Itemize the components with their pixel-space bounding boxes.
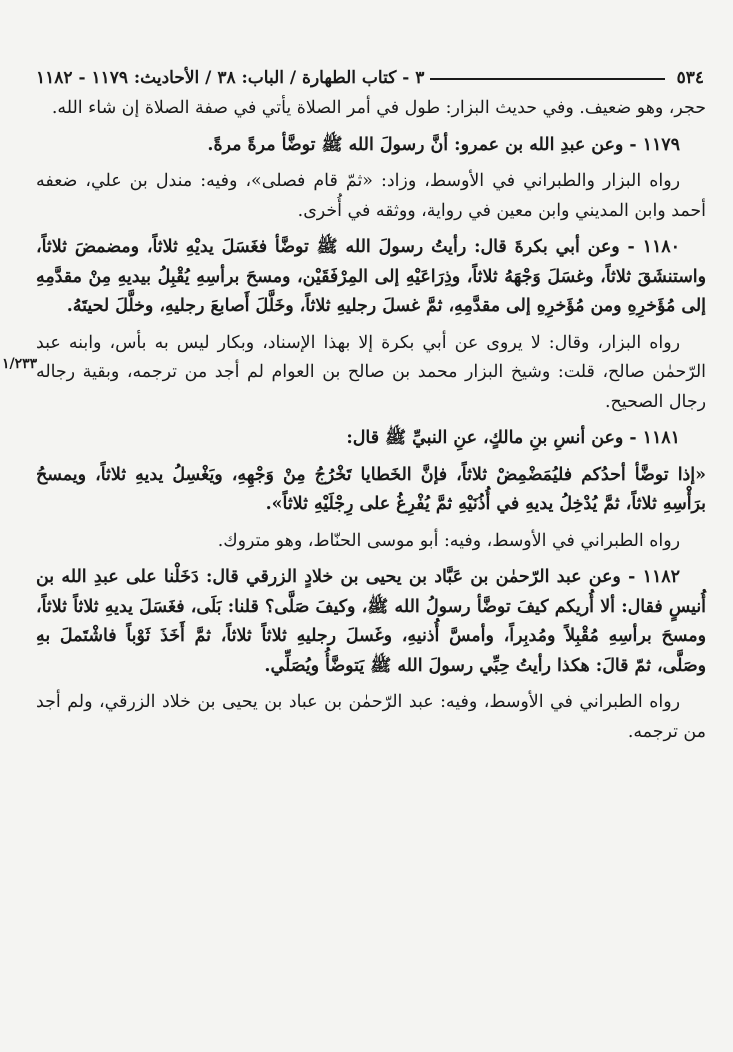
- commentary-1179: [36, 167, 706, 226]
- commentary-text: رواه البزار والطبراني في الأوسط، وزاد: «ثمّ قام فصلى»، وفيه: مندل بن علي، ضعفه أحمد وابن المديني وابن معين في رواية، ووثقه في أُخرى.: [36, 171, 706, 221]
- hadith-1181: [36, 424, 706, 454]
- page-body: [36, 94, 706, 754]
- hadith-number: ١١٧٩: [642, 134, 680, 155]
- paragraph-continuation: [36, 94, 706, 124]
- page-number: ٥٣٤: [676, 68, 704, 88]
- hadith-1182: [36, 563, 706, 681]
- hadith-1180: [36, 233, 706, 322]
- margin-volume-page-note: ١/٢٣٣: [2, 356, 38, 372]
- hadith-text: - وعن أنسِ بنِ مالكٍ، عنِ النبيِّ ﷺ قال:: [346, 428, 643, 448]
- running-title: ٣ - كتاب الطهارة / الباب: ٣٨ / الأحاديث: ١١٧٩ - ١١٨٢: [36, 68, 425, 88]
- commentary-1182: [36, 688, 706, 747]
- commentary-text: رواه الطبراني في الأوسط، وفيه: أبو موسى الحنّاط، وهو متروك.: [217, 530, 680, 551]
- hadith-number: ١١٨١: [642, 428, 680, 448]
- hadith-text: - وعن أبي بكرةَ قال: رأيتُ رسولَ الله ﷺ توضَّأ فغَسَلَ يديْهِ ثلاثاً، ومضمضَ ثلاثاً، واستنشَقَ ثلاثاً، وغسَلَ وَجْهَهُ ثلاثاً، وذِرَاعَيْهِ إلى المِرْفَقَيْن، ومسحَ برأسِهِ يُقْبِلُ بيديهِ مِنْ مقدَّمِهِ إلى مُؤَخرِهِ ومن مُؤَخرِهِ إلى مقدَّمِهِ، ثمَّ غسلَ رجليهِ ثلاثاً، وخَلَّلَ أَصابعَ رجليهِ، وخلَّلَ لحيتَهُ.: [36, 237, 706, 316]
- hadith-text: - وعن عبدِ الله بن عمرو: أنَّ رسولَ الله ﷺ توضَّأ مرةً مرةً.: [207, 134, 643, 155]
- running-header: [36, 58, 704, 88]
- paragraph-text: حجر، وهو ضعيف. وفي حديث البزار: طول في أمر الصلاة يأتي في صفة الصلاة إن شاء الله.: [51, 98, 706, 118]
- hadith-number: ١١٨٠: [642, 237, 680, 257]
- header-rule: [430, 78, 664, 80]
- commentary-text: رواه البزار، وقال: لا يروى عن أبي بكرة إلا بهذا الإسناد، وبكار ليس به بأس، وابنه عبد الرّحمٰن صالح، قلت: وشيخ البزار محمد بن صالح بن العوام لم أجد من ترجمه، وبقية رجاله رجال الصحيح.: [36, 332, 706, 412]
- hadith-text: - وعن عبد الرّحمٰن بن عَبَّاد بن يحيى بن خلادٍ الزرقي قال: دَخَلْنا على عبدِ الله بن أُنيسٍ فقال: ألا أُريكم كيفَ توضَّأ رسولُ الله ﷺ، وكيفَ صَلَّى؟ قلنا: بَلَى، فغَسَلَ يديهِ ثلاثاً ثلاثاً، ومسحَ برأسِهِ مُقْبِلاً ومُدبِراً، وأمسَّ أُذنيهِ، وغَسلَ رجليهِ ثلاثاً ثلاثاً، ثمَّ أَخَذَ ثَوْباً فاشْتَملَ بهِ وصَلَّى، ثمّ قالَ: هكذا رأيتُ حِبِّي رسولَ الله ﷺ يَتوضَّأُ ويُصَلِّي.: [36, 567, 706, 676]
- commentary-1180: [36, 329, 706, 418]
- hadith-1179: [36, 131, 706, 161]
- hadith-number: ١١٨٢: [642, 567, 680, 587]
- quote-text: «إذا توضَّأ أحدُكم فليُمَضْمِضْ ثلاثاً، فإنَّ الخَطايا تَخْرُجُ مِنْ وَجْهِهِ، ويَغْسِلُ يديهِ ثلاثاً، ويمسحُ برَأْسِهِ ثلاثاً، ثمَّ يُدْخِلُ يديهِ في أُذُنَيْهِ ثمَّ يُفْرِغُ على رِجْلَيْهِ ثلاثاً».: [36, 464, 706, 514]
- commentary-1181: [36, 527, 706, 557]
- commentary-text: رواه الطبراني في الأوسط، وفيه: عبد الرّحمٰن بن عباد بن يحيى بن خلاد الزرقي، ولم أجد من ترجمه.: [36, 692, 706, 742]
- hadith-1181-quote: [36, 461, 706, 520]
